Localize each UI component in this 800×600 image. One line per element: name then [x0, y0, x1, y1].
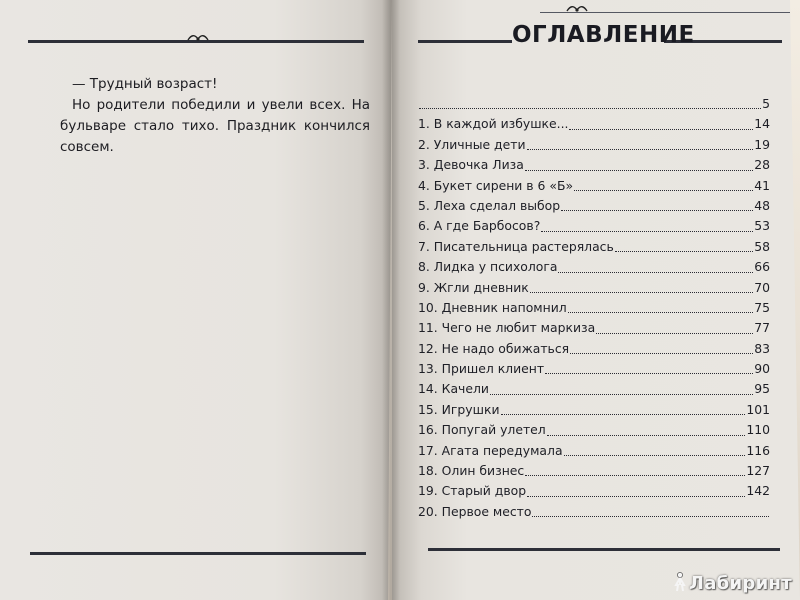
toc-entry-page: 19	[754, 136, 770, 152]
toc-entry	[418, 94, 770, 114]
toc-entry-title: 11. Чего не любит маркиза	[418, 320, 596, 336]
toc-entry-page: 66	[754, 259, 770, 275]
toc-leader-dots	[558, 272, 753, 273]
toc-entry	[418, 257, 770, 277]
toc-entry	[418, 216, 770, 236]
toc-leader-dots	[530, 292, 753, 293]
table-of-contents	[418, 94, 770, 522]
left-bottom-rule	[30, 552, 366, 555]
toc-entry-title: 7. Писательница растерялась	[418, 238, 614, 254]
toc-entry-title: 12. Не надо обижаться	[418, 340, 570, 356]
toc-entry-title: 14. Качели	[418, 381, 489, 397]
toc-leader-dots	[564, 455, 746, 456]
toc-entry-page: 127	[746, 463, 770, 479]
toc-entry-title: 10. Дневник напомнил	[418, 299, 567, 315]
toc-entry	[418, 298, 770, 318]
toc-entry-page: 48	[754, 197, 770, 213]
toc-leader-dots	[541, 231, 753, 232]
paragraph: — Трудный возраст!	[72, 76, 218, 92]
toc-leader-dots	[525, 475, 745, 476]
toc-entry-title: 1. В каждой избушке...	[418, 116, 569, 132]
toc-entry-page: 41	[754, 177, 770, 193]
toc-entry-title: 20. Первое место	[418, 503, 532, 519]
toc-entry	[418, 441, 770, 461]
toc-entry	[418, 135, 770, 155]
toc-entry	[418, 400, 770, 420]
toc-entry-title: 8. Лидка у психолога	[418, 259, 558, 275]
right-bottom-rule	[428, 548, 780, 551]
toc-entry-page: 110	[746, 422, 770, 438]
toc-entry-page: 28	[754, 157, 770, 173]
page-title: ОГЛАВЛЕНИЕ	[512, 22, 695, 48]
toc-leader-dots	[570, 353, 753, 354]
toc-leader-dots	[490, 394, 753, 395]
toc-entry-page: 58	[754, 238, 770, 254]
toc-leader-dots	[547, 435, 746, 436]
labirint-figure-icon	[673, 572, 687, 592]
toc-leader-dots	[532, 516, 769, 517]
toc-entry-title: 3. Девочка Лиза	[418, 157, 524, 173]
toc-leader-dots	[527, 149, 754, 150]
toc-entry-page: 90	[754, 361, 770, 377]
toc-entry	[418, 196, 770, 216]
toc-entry	[418, 339, 770, 359]
toc-entry-page: 101	[746, 401, 770, 417]
toc-entry-page: 142	[746, 483, 770, 499]
toc-leader-dots	[569, 129, 753, 130]
toc-leader-dots	[574, 190, 753, 191]
toc-entry-title: 6. А где Барбосов?	[418, 218, 541, 234]
toc-entry-page: 53	[754, 218, 770, 234]
toc-entry	[418, 420, 770, 440]
toc-entry-title: 5. Леха сделал выбор	[418, 197, 561, 213]
book-gutter	[382, 0, 400, 600]
toc-entry-page: 116	[746, 442, 770, 458]
toc-entry-page: 70	[754, 279, 770, 295]
toc-entry-title: 16. Попугай улетел	[418, 422, 546, 438]
toc-entry-page: 5	[762, 96, 770, 111]
toc-entry-title: 9. Жгли дневник	[418, 279, 529, 295]
toc-entry	[418, 502, 770, 522]
toc-entry	[418, 359, 770, 379]
toc-entry	[418, 318, 770, 338]
watermark	[673, 572, 792, 594]
toc-leader-dots	[527, 496, 745, 497]
toc-entry	[418, 176, 770, 196]
toc-entry-page: 95	[754, 381, 770, 397]
toc-leader-dots	[419, 108, 761, 109]
toc-leader-dots	[596, 333, 753, 334]
toc-entry	[418, 481, 770, 501]
toc-entry	[418, 461, 770, 481]
toc-leader-dots	[501, 414, 746, 415]
toc-leader-dots	[545, 373, 753, 374]
toc-entry	[418, 155, 770, 175]
leaf-ornament-icon	[187, 31, 209, 46]
toc-leader-dots	[525, 170, 753, 171]
watermark-text: Лабиринт	[688, 573, 792, 594]
toc-leader-dots	[561, 210, 753, 211]
toc-entry-title: 13. Пришел клиент	[418, 361, 545, 377]
toc-entry	[418, 379, 770, 399]
toc-entry-title: 19. Старый двор	[418, 483, 527, 499]
toc-entry-title: 15. Игрушки	[418, 401, 500, 417]
toc-entry-page: 77	[754, 320, 770, 336]
toc-entry-page: 75	[754, 299, 770, 315]
leaf-ornament-icon	[566, 2, 588, 17]
toc-entry-page: 83	[754, 340, 770, 356]
toc-entry	[418, 114, 770, 134]
toc-leader-dots	[568, 312, 753, 313]
right-top-rule-left	[418, 40, 512, 43]
toc-entry-title: 17. Агата передумала	[418, 442, 563, 458]
toc-entry	[418, 237, 770, 257]
toc-leader-dots	[615, 251, 753, 252]
toc-entry-title: 2. Уличные дети	[418, 136, 526, 152]
toc-entry-page: 14	[754, 116, 770, 132]
toc-entry-title: 18. Олин бизнес	[418, 463, 525, 479]
left-page-text	[60, 74, 370, 158]
paragraph: Но родители победили и увели всех. На бульваре стало тихо. Праздник кончился совсем.	[60, 97, 370, 155]
toc-entry-title: 4. Букет сирени в 6 «Б»	[418, 177, 574, 193]
toc-entry	[418, 278, 770, 298]
